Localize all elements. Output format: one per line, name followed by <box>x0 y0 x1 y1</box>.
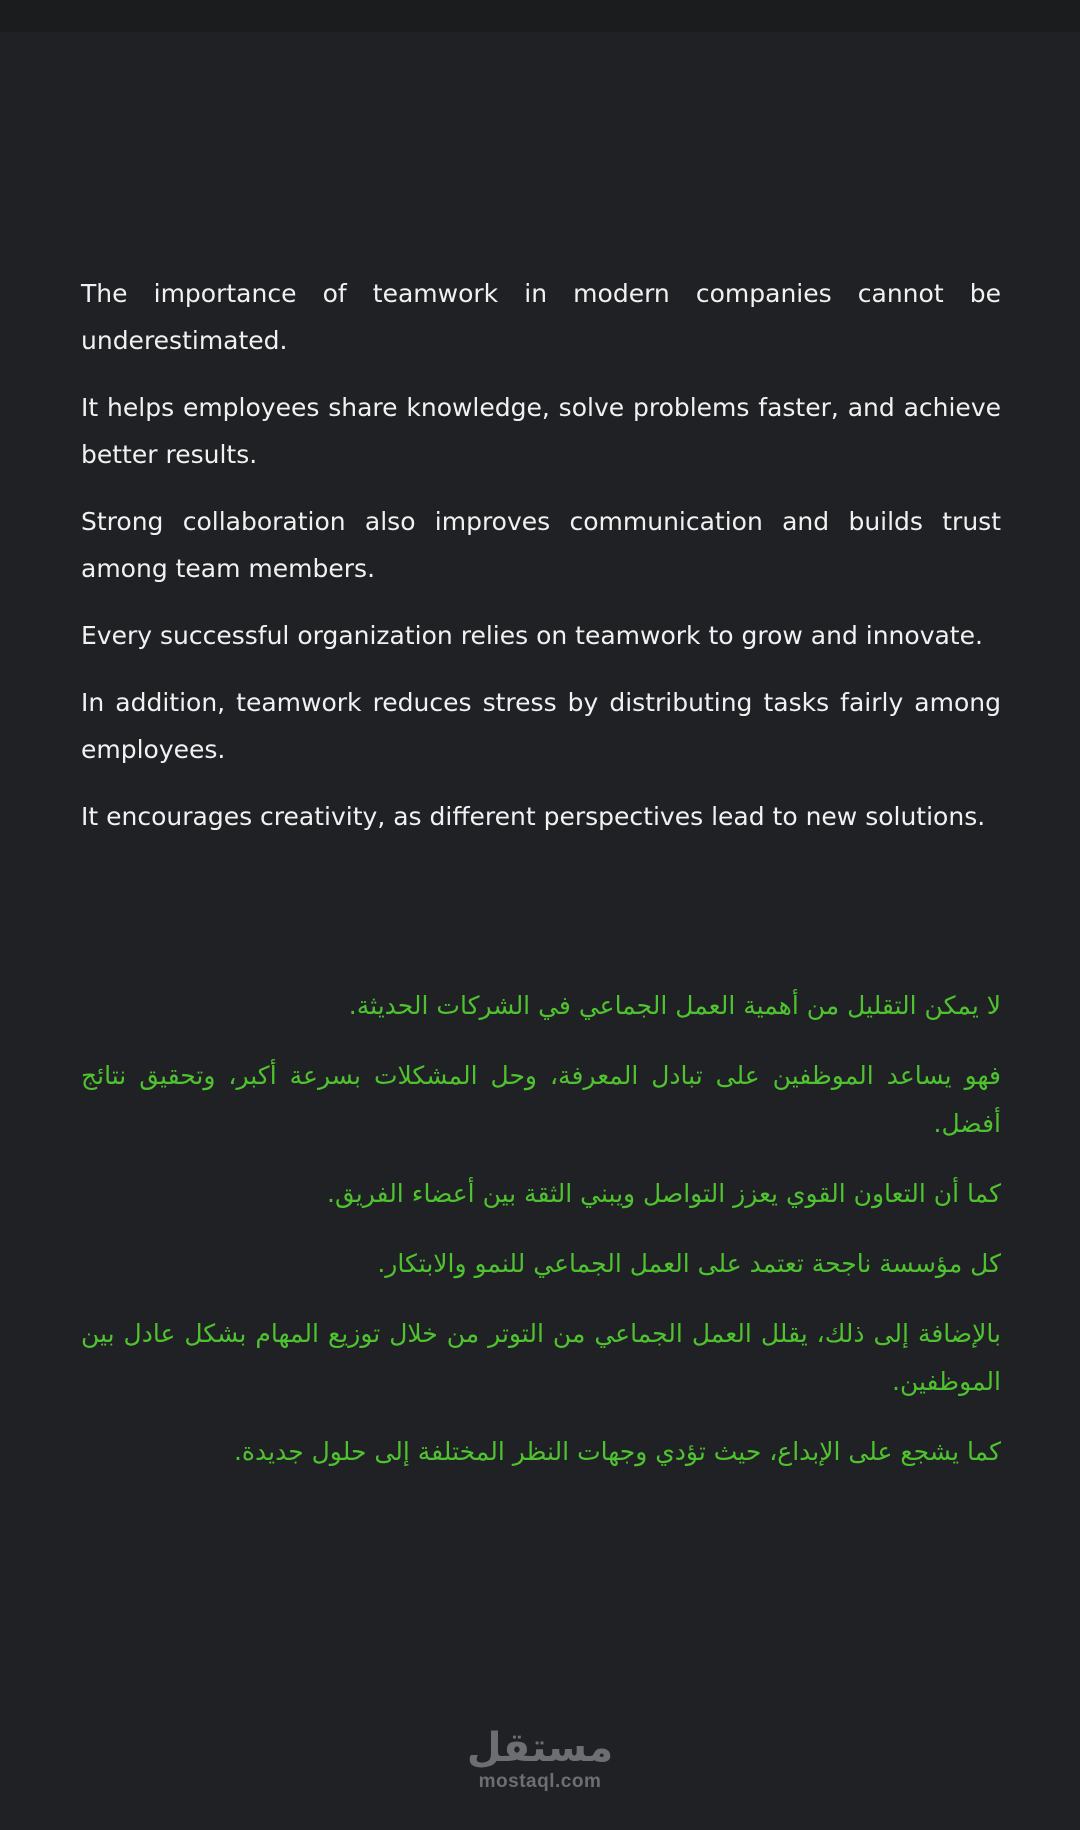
english-paragraph-3: Strong collaboration also improves communication and builds trust among team members. <box>81 507 1001 583</box>
english-paragraph-1: The importance of teamwork in modern companies cannot be underestimated. <box>81 279 1001 355</box>
top-status-bar <box>0 0 1080 32</box>
english-paragraph-2: It helps employees share knowledge, solve problems faster, and achieve better results. <box>81 393 1001 469</box>
arabic-text-block <box>81 982 1001 1498</box>
arabic-paragraph-1: لا يمكن التقليل من أهمية العمل الجماعي في الشركات الحديثة. <box>348 991 1001 1020</box>
arabic-paragraph-6: كما يشجع على الإبداع، حيث تؤدي وجهات النظر المختلفة إلى حلول جديدة. <box>233 1437 1001 1466</box>
watermark-latin-text: mostaql.com <box>478 1771 602 1792</box>
watermark-arabic-text: مستقل <box>466 1725 614 1771</box>
arabic-paragraph-5: بالإضافة إلى ذلك، يقلل العمل الجماعي من التوتر من خلال توزيع المهام بشكل عادل بين الموظفين. <box>81 1319 1001 1396</box>
english-paragraph-6: It encourages creativity, as different perspectives lead to new solutions. <box>81 802 986 831</box>
english-paragraph-4: Every successful organization relies on teamwork to grow and innovate. <box>81 621 983 650</box>
english-paragraph-5: In addition, teamwork reduces stress by distributing tasks fairly among employees. <box>81 688 1001 764</box>
mostaql-watermark-logo <box>440 1725 640 1793</box>
arabic-paragraph-3: كما أن التعاون القوي يعزز التواصل ويبني الثقة بين أعضاء الفريق. <box>327 1179 1001 1208</box>
english-text-block <box>81 270 1001 860</box>
arabic-paragraph-4: كل مؤسسة ناجحة تعتمد على العمل الجماعي للنمو والابتكار. <box>377 1249 1001 1278</box>
arabic-paragraph-2: فهو يساعد الموظفين على تبادل المعرفة، وحل المشكلات بسرعة أكبر، وتحقيق نتائج أفضل. <box>81 1061 1001 1138</box>
